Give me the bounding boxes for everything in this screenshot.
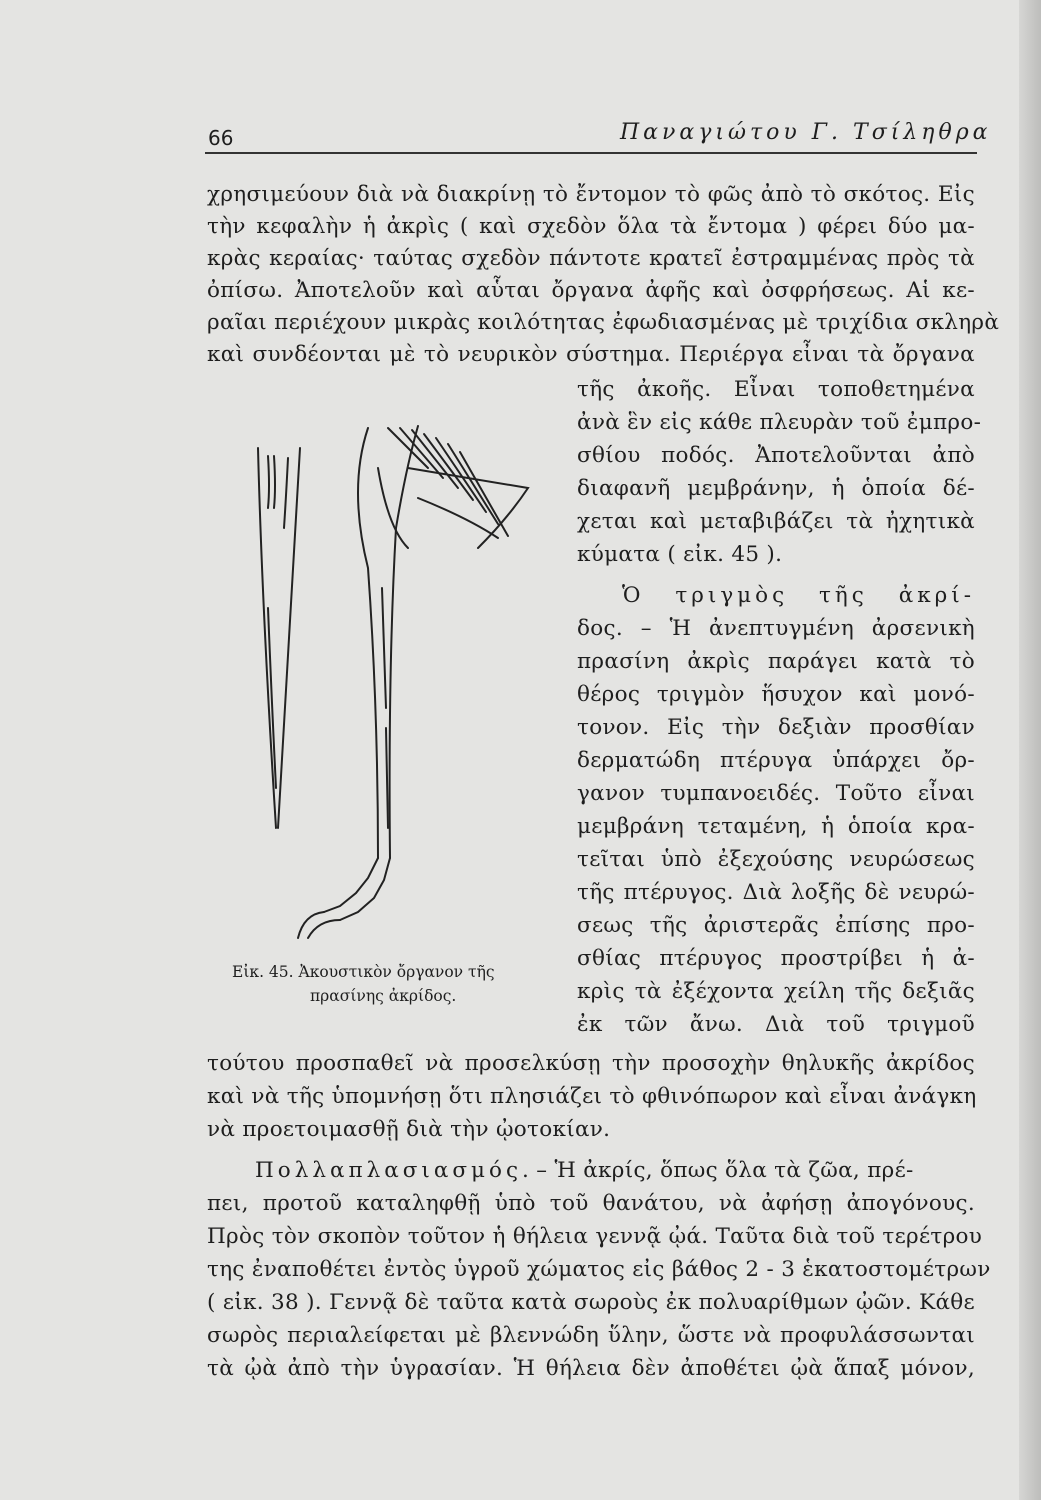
section-heading-continuation: . – Ἡ ἀκρίς, ὅπως ὅλα τὰ ζῶα, πρέ-	[522, 1158, 914, 1183]
text-line: γανον τυμπανοειδές. Τοῦτο εἶναι	[577, 781, 975, 806]
text-line: δερματώδη πτέρυγα ὑπάρχει ὄρ-	[577, 748, 975, 773]
figure-caption-line-2: πρασίνης ἀκρίδος.	[310, 987, 457, 1005]
text-line: τὰ ᾠὰ ἀπὸ τὴν ὑγρασίαν. Ἡ θήλεια δὲν ἀποθέτει ᾠὰ ἅπαξ μόνον,	[207, 1356, 975, 1381]
text-line: χρησιμεύουν διὰ νὰ διακρίνῃ τὸ ἔντομον τὸ φῶς ἀπὸ τὸ σκότος. Εἰς	[207, 182, 975, 207]
text-line: χεται καὶ μεταβιβάζει τὰ ἠχητικὰ	[577, 509, 975, 534]
figure-caption-line-1: Εἰκ. 45. Ἀκουστικὸν ὄργανον τῆς	[232, 963, 495, 981]
text-line: ραῖαι περιέχουν μικρὰς κοιλότητας ἐφωδιασμένας μὲ τριχίδια σκληρὰ	[207, 310, 1000, 335]
text-line: τούτου προσπαθεῖ νὰ προσελκύσῃ τὴν προσοχὴν θηλυκῆς ἀκρίδος	[207, 1051, 975, 1076]
text-line: καὶ νὰ τῆς ὑπομνήσῃ ὅτι πλησιάζει τὸ φθινόπωρον καὶ εἶναι ἀνάγκη	[207, 1084, 977, 1109]
text-line: τῆς ἀκοῆς. Εἶναι τοποθετημένα	[577, 377, 975, 402]
text-line: ( εἰκ. 38 ). Γεννᾷ δὲ ταῦτα κατὰ σωροὺς ἐκ πολυαρίθμων ᾠῶν. Κάθε	[207, 1290, 975, 1315]
text-line: τῆς πτέρυγος. Διὰ λοξῆς δὲ νευρώ-	[577, 880, 975, 905]
text-line: σθίου ποδός. Ἀποτελοῦνται ἀπὸ	[577, 443, 975, 468]
text-line: σθίας πτέρυγος προστρίβει ἡ ἀ-	[577, 946, 975, 971]
text-line: νὰ προετοιμασθῇ διὰ τὴν ᾠοτοκίαν.	[207, 1117, 611, 1142]
text-line: θέρος τριγμὸν ἥσυχον καὶ μονό-	[577, 682, 975, 707]
text-line: σεως τῆς ἀριστερᾶς ἐπίσης προ-	[577, 913, 975, 938]
text-line: τὴν κεφαλὴν ἡ ἀκρὶς ( καὶ σχεδὸν ὅλα τὰ ἔντομα ) φέρει δύο μα-	[207, 214, 975, 239]
text-line: ἐκ τῶν ἄνω. Διὰ τοῦ τριγμοῦ	[577, 1012, 975, 1037]
text-line: διαφανῆ μεμβράνην, ἡ ὁποία δέ-	[577, 476, 975, 501]
acoustic-organ-illustration	[228, 408, 568, 948]
text-line: Πρὸς τὸν σκοπὸν τοῦτον ἡ θήλεια γεννᾷ ᾠά. Ταῦτα διὰ τοῦ τερέτρου	[207, 1224, 983, 1249]
text-line: δος. – Ἡ ἀνεπτυγμένη ἀρσενικὴ	[577, 616, 975, 641]
running-header-author: Παναγιώτου Γ. Τσίληθρα	[620, 120, 992, 145]
text-line: ὀπίσω. Ἀποτελοῦν καὶ αὗται ὄργανα ἀφῆς καὶ ὀσφρήσεως. Αἱ κε-	[207, 278, 975, 303]
header-rule	[205, 152, 977, 154]
text-line: της ἐναποθέτει ἐντὸς ὑγροῦ χώματος εἰς βάθος 2 - 3 ἑκατοστομέτρων	[207, 1257, 991, 1282]
text-line: σωρὸς περιαλείφεται μὲ βλεννώδη ὕλην, ὥστε νὰ προφυλάσσωνται	[207, 1323, 975, 1348]
text-line: κρὶς τὰ ἐξέχοντα χείλη τῆς δεξιᾶς	[577, 979, 975, 1004]
text-line: καὶ συνδέονται μὲ τὸ νευρικὸν σύστημα. Περιέργα εἶναι τὰ ὄργανα	[207, 342, 975, 367]
page-number: 66	[208, 126, 234, 150]
section-heading-text: Πολλαπλασιασμός	[255, 1158, 523, 1183]
text-line: ἀνὰ ἓν εἰς κάθε πλευρὰν τοῦ ἐμπρο-	[577, 410, 982, 435]
page-edge	[1019, 0, 1041, 1500]
text-line: μεμβράνη τεταμένη, ἡ ὁποία κρα-	[577, 814, 975, 839]
text-line: πρασίνη ἀκρὶς παράγει κατὰ τὸ	[577, 649, 975, 674]
text-line: κρὰς κεραίας· ταύτας σχεδὸν πάντοτε κρατεῖ ἐστραμμένας πρὸς τὰ	[207, 246, 975, 271]
text-line: τονον. Εἰς τὴν δεξιὰν προσθίαν	[577, 715, 975, 740]
section-heading-trigmos: Ὁ τριγμὸς τῆς ἀκρί-	[622, 583, 975, 608]
section-heading-pollaplasiasmos	[255, 1158, 914, 1183]
text-line: κύματα ( εἰκ. 45 ).	[577, 542, 783, 567]
text-line: πει, προτοῦ καταληφθῇ ὑπὸ τοῦ θανάτου, νὰ ἀφήσῃ ἀπογόνους.	[207, 1191, 975, 1216]
figure-caption	[232, 960, 562, 1008]
text-line: τεῖται ὑπὸ ἐξεχούσης νευρώσεως	[577, 847, 975, 872]
